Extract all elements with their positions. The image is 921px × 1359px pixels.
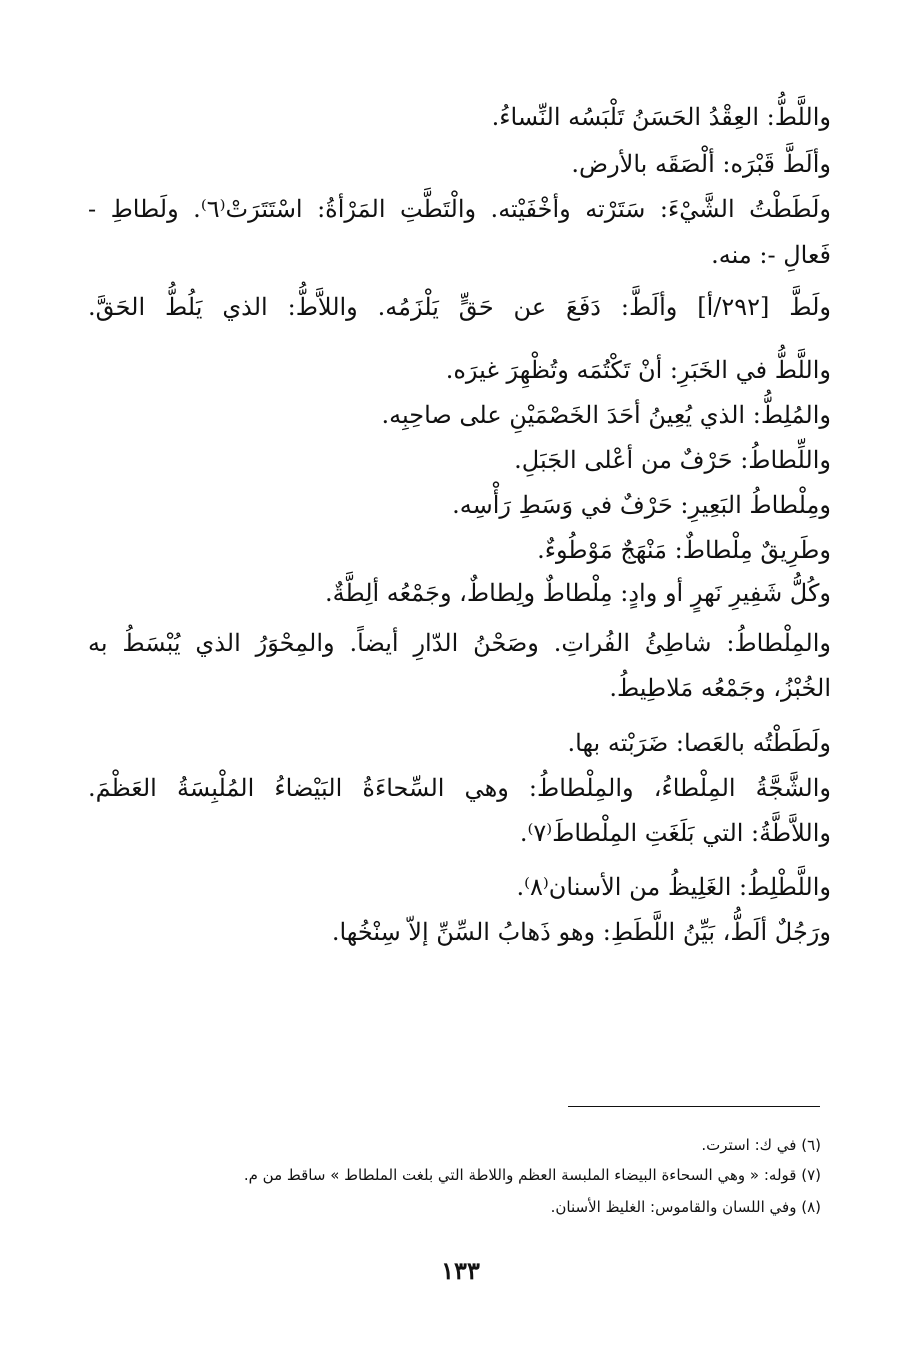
page-number: ١٣٣ <box>441 1256 480 1285</box>
text-line-1: واللَّطُّ: العِقْدُ الحَسَنُ تَلْبَسُه النِّساءُ. <box>491 103 831 131</box>
text-line-16: واللاَّطَّةُ: التي بَلَغَتِ المِلْطاطَ⁽٧⁾. <box>519 819 831 847</box>
footnote-7: (٧) قوله: « وهي السحاءة البيضاء الملبسة العظم واللاطة التي بلغت الملطاط » ساقط من م. <box>243 1166 821 1184</box>
text-line-5: ولَطَّ [٢٩٢/أ] وألَطَّ: دَفَعَ عن حَقٍّ يَلْزَمُه. واللاَّطُّ: الذي يَلُطُّ الحَقَّ. <box>88 293 831 321</box>
text-line-15: والشَّجَّةُ المِلْطاءُ، والمِلْطاطُ: وهي السِّحاءَةُ البَيْضاءُ المُلْبِسَةُ العَظْمَ. <box>88 774 831 802</box>
text-line-3: ولَطَطْتُ الشَّيْءَ: سَتَرْته وأخْفَيْته. والْتَطَّتِ المَرْأةُ: اسْتَتَرَتْ⁽٦⁾. ولَطاطِ - <box>88 195 831 223</box>
text-line-17: واللَّطْلِطُ: الغَلِيظُ من الأسنان⁽٨⁾. <box>516 873 831 901</box>
text-line-7: والمُلِطُّ: الذي يُعِينُ أحَدَ الخَصْمَيْنِ على صاحِبِه. <box>381 401 831 429</box>
text-line-14: ولَطَطْتُه بالعَصا: ضَرَبْته بها. <box>567 729 831 757</box>
footnote-6: (٦) في ك: استرت. <box>701 1136 821 1154</box>
text-line-4: فَعالِ -: منه. <box>711 241 831 269</box>
footnote-divider <box>568 1106 820 1107</box>
text-line-2: وألَطَّ قَبْرَه: ألْصَقَه بالأرض. <box>571 150 831 178</box>
text-line-8: واللِّطاطُ: حَرْفٌ من أعْلى الجَبَلِ. <box>514 446 831 474</box>
text-line-13: الخُبْزُ، وجَمْعُه مَلاطِيطُ. <box>609 674 831 702</box>
text-line-9: ومِلْطاطُ البَعِيرِ: حَرْفٌ في وَسَطِ رَأْسِه. <box>452 491 831 519</box>
text-line-11: وكُلُّ شَفِيرِ نَهرٍ أو وادٍ: مِلْطاطٌ ولِطاطٌ، وجَمْعُه ألِطَّةٌ. <box>325 579 831 607</box>
text-line-6: واللَّطُّ في الخَبَرِ: أنْ تَكْتُمَه وتُظْهِرَ غيرَه. <box>445 356 831 384</box>
text-line-10: وطَرِيقٌ مِلْطاطٌ: مَنْهَجٌ مَوْطُوءٌ. <box>537 536 831 564</box>
text-line-18: ورَجُلٌ ألَطُّ، بَيِّنُ اللَّطَطِ: وهو ذَهابُ السِّنِّ إلاّ سِنْخُها. <box>331 918 831 946</box>
text-line-12: والمِلْطاطُ: شاطِئُ الفُراتِ. وصَحْنُ الدّارِ أيضاً. والمِحْوَرُ الذي يُبْسَطُ به <box>88 629 831 657</box>
footnote-8: (٨) وفي اللسان والقاموس: الغليظ الأسنان. <box>550 1198 821 1216</box>
